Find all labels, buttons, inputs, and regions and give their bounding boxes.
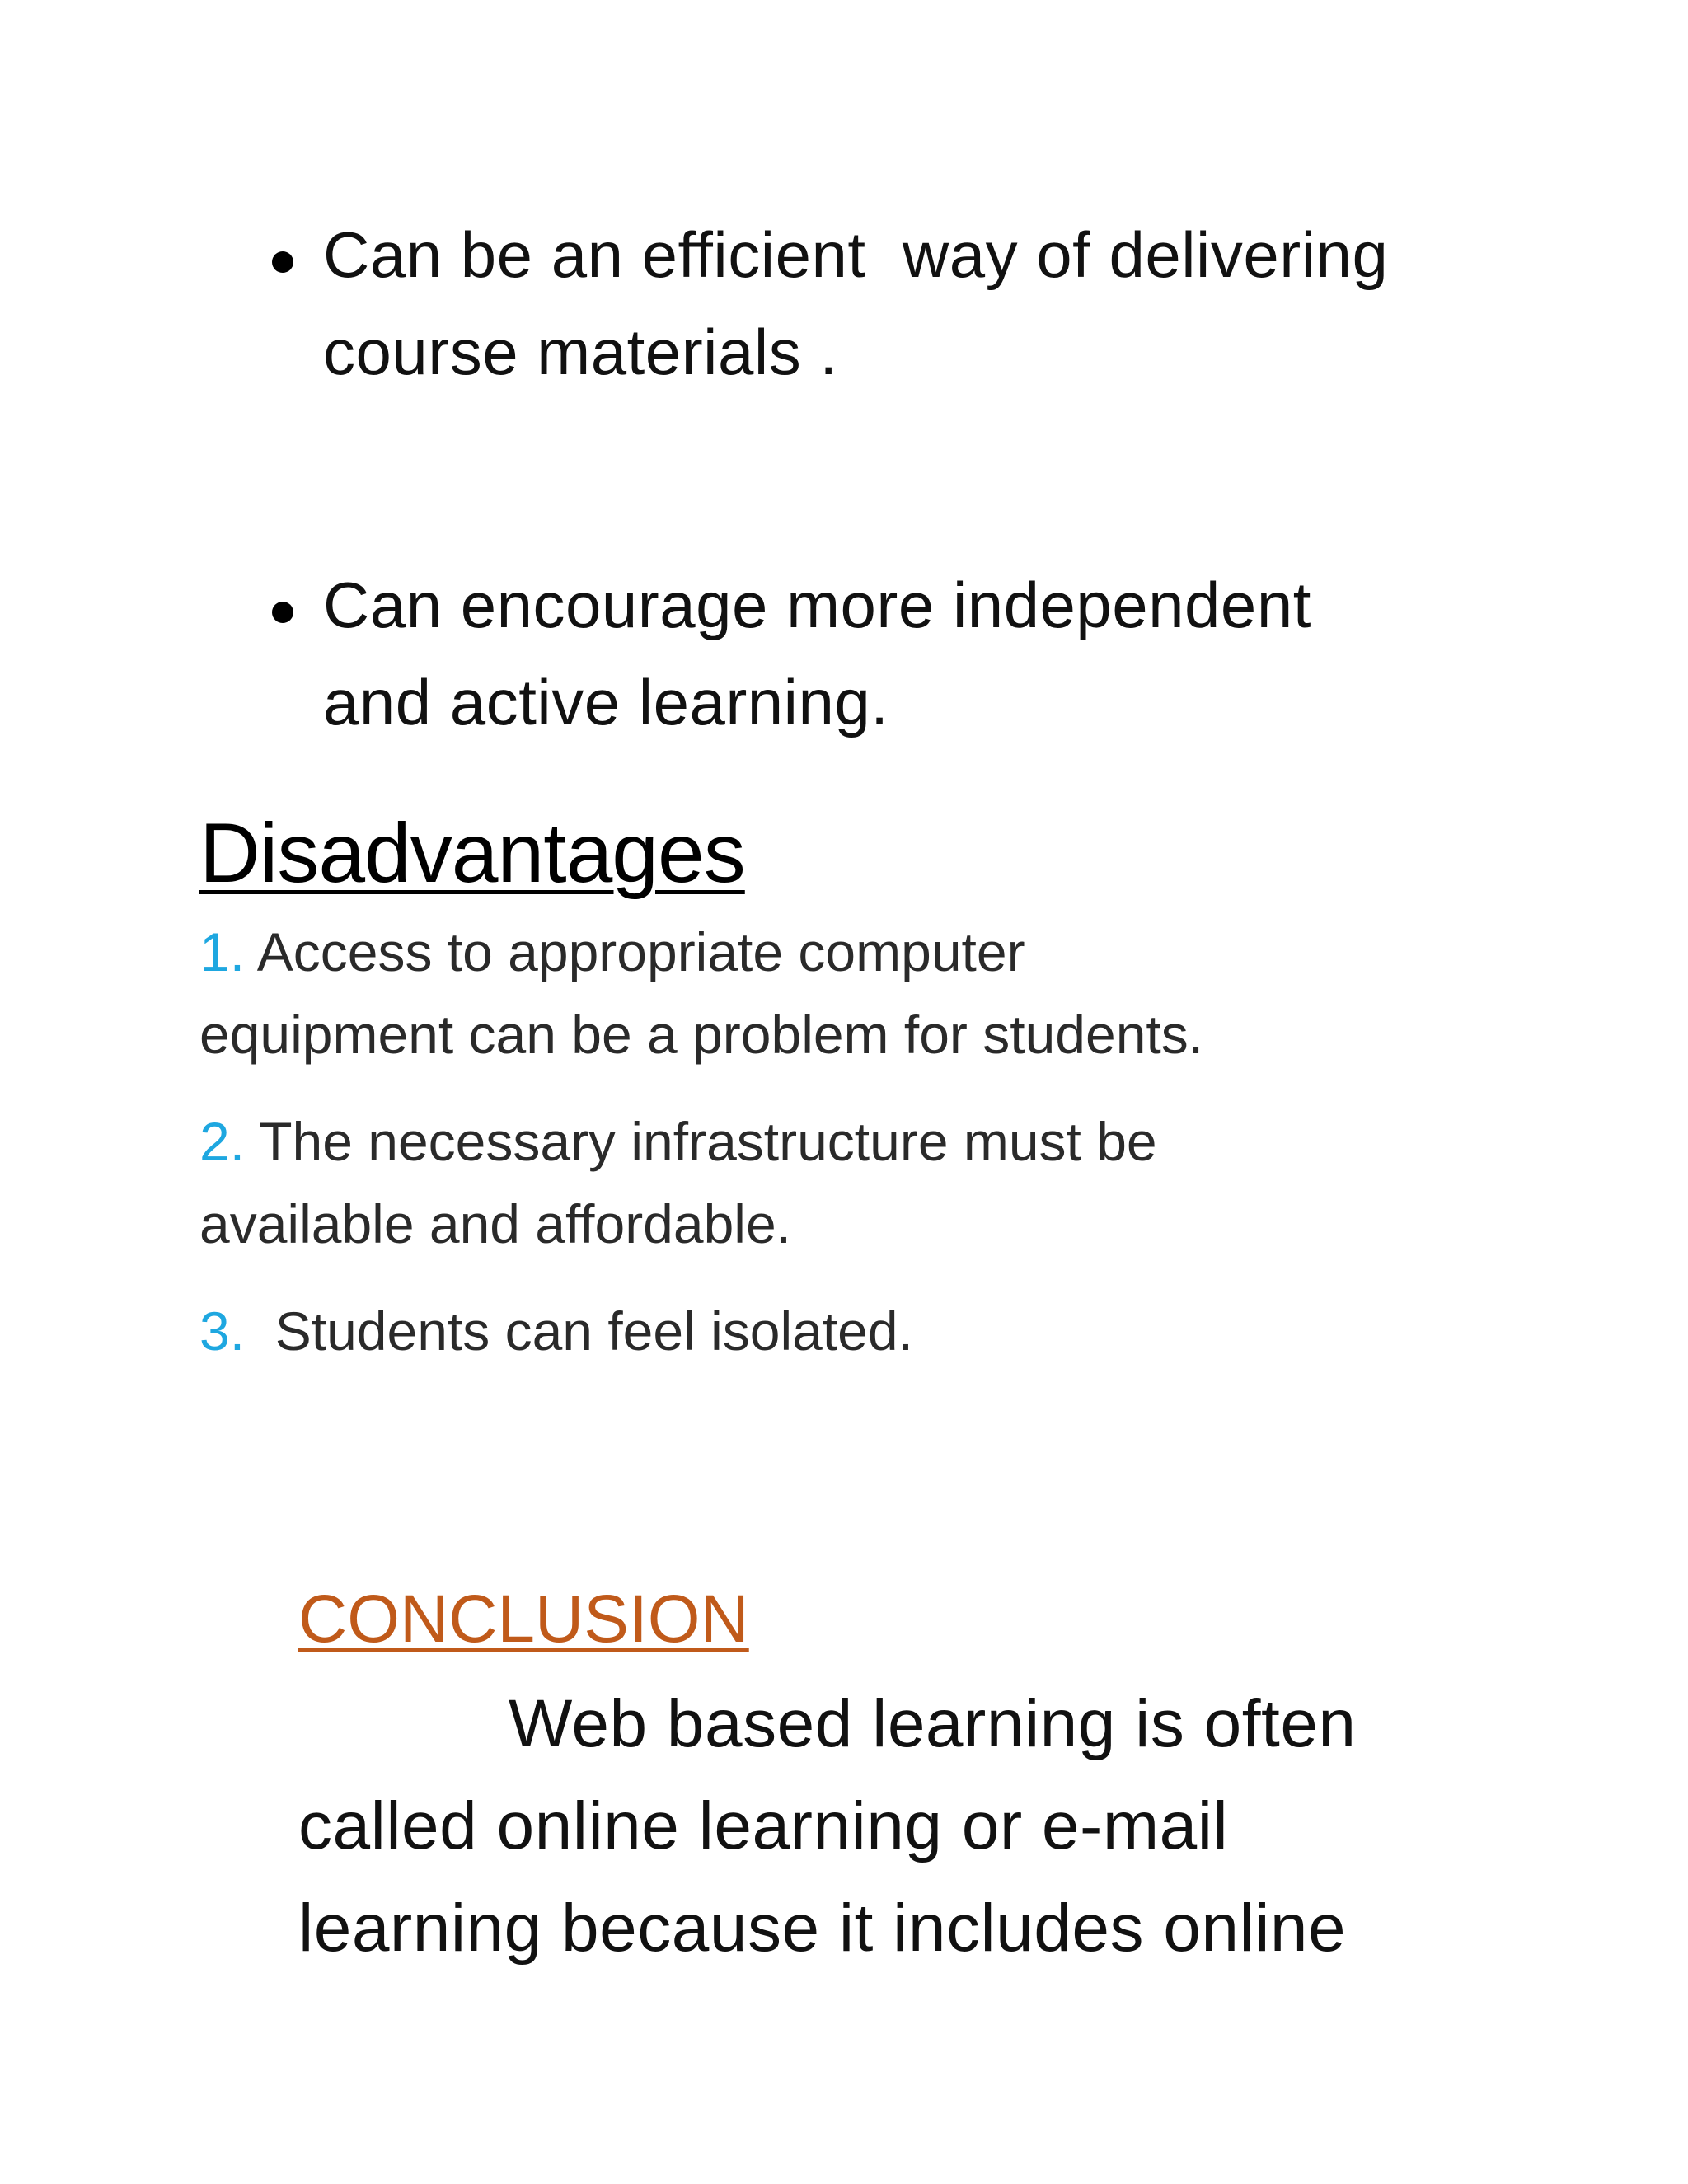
disadvantage-line bbox=[199, 1100, 1601, 1183]
disadvantage-text: Access to appropriate computer bbox=[245, 921, 1025, 982]
bullet-line: and active learning. bbox=[323, 666, 889, 738]
list-number: 2. bbox=[199, 1111, 246, 1172]
bullet-dot-icon bbox=[272, 251, 293, 273]
disadvantage-item bbox=[199, 911, 1601, 1076]
disadvantage-item bbox=[199, 1290, 1601, 1372]
disadvantage-line: available and affordable. bbox=[199, 1193, 792, 1254]
conclusion-line bbox=[298, 1673, 1502, 1775]
disadvantage-item bbox=[199, 1100, 1601, 1265]
conclusion-heading: CONCLUSION bbox=[298, 1582, 749, 1657]
disadvantage-line bbox=[199, 911, 1601, 993]
bullet-line: course materials . bbox=[323, 316, 838, 388]
bullet-dot-icon bbox=[272, 602, 293, 623]
bullet-line: Can encourage more independent bbox=[323, 569, 1311, 641]
bullet-text bbox=[323, 556, 1609, 751]
disadvantage-text: Students can feel isolated. bbox=[245, 1301, 913, 1361]
conclusion-line: called online learning or e-mail bbox=[298, 1788, 1229, 1863]
conclusion-text: Web based learning is often bbox=[509, 1686, 1357, 1761]
bullet-line: Can be an efficient way of delivering bbox=[323, 218, 1389, 291]
list-number: 3. bbox=[199, 1301, 246, 1361]
conclusion-line: learning because it includes online bbox=[298, 1891, 1347, 1966]
disadvantage-line: equipment can be a problem for students. bbox=[199, 1004, 1204, 1065]
disadvantages-heading: Disadvantages bbox=[199, 806, 745, 900]
bullet-text bbox=[323, 206, 1609, 401]
disadvantage-text: The necessary infrastructure must be bbox=[245, 1111, 1157, 1172]
list-number: 1. bbox=[199, 921, 246, 982]
conclusion-paragraph bbox=[298, 1673, 1502, 1980]
disadvantage-line bbox=[199, 1290, 1601, 1372]
